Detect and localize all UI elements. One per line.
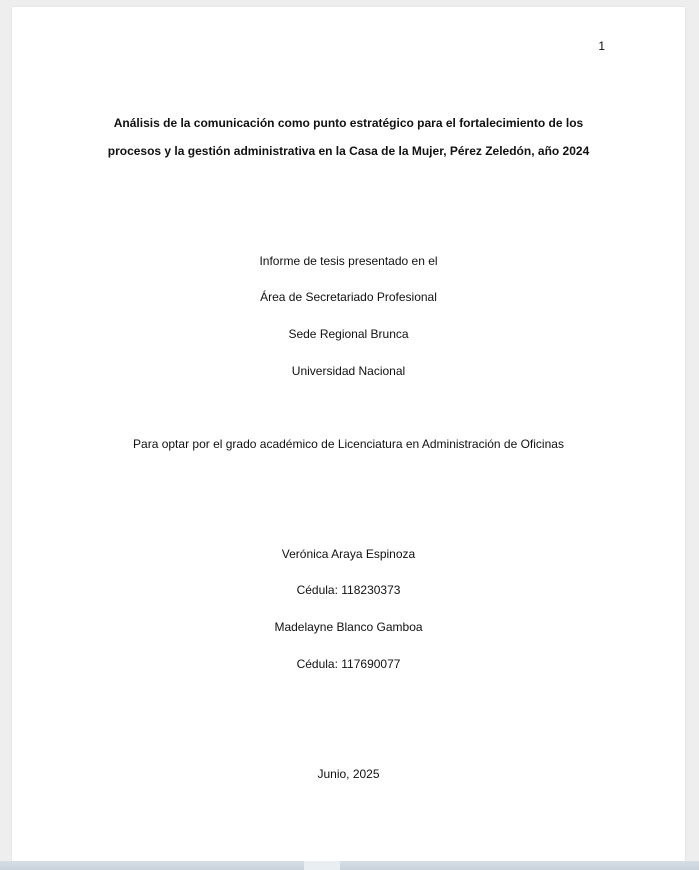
author-name-1: Verónica Araya Espinoza	[281, 547, 416, 561]
author-id-2: Cédula: 117690077	[296, 657, 401, 671]
document-page	[12, 7, 685, 861]
author-name-2: Madelayne Blanco Gamboa	[274, 620, 423, 634]
institution-line-3: Sede Regional Brunca	[288, 327, 409, 341]
title-line-1: Análisis de la comunicación como punto estratégico para el fortalecimiento de los	[113, 116, 584, 130]
document-date: Junio, 2025	[317, 767, 380, 781]
page-number: 1	[598, 39, 605, 53]
institution-line-2: Área de Secretariado Profesional	[260, 290, 437, 304]
title-line-2: procesos y la gestión administrativa en la Casa de la Mujer, Pérez Zeledón, año 2024	[107, 144, 590, 158]
bottom-scroll-area[interactable]	[0, 861, 699, 870]
degree-line: Para optar por el grado académico de Licenciatura en Administración de Oficinas	[133, 437, 564, 451]
institution-line-1: Informe de tesis presentado en el	[259, 254, 438, 268]
institution-line-4: Universidad Nacional	[291, 364, 406, 378]
bottom-strip-tab[interactable]	[304, 861, 340, 870]
author-id-1: Cédula: 118230373	[296, 583, 401, 597]
